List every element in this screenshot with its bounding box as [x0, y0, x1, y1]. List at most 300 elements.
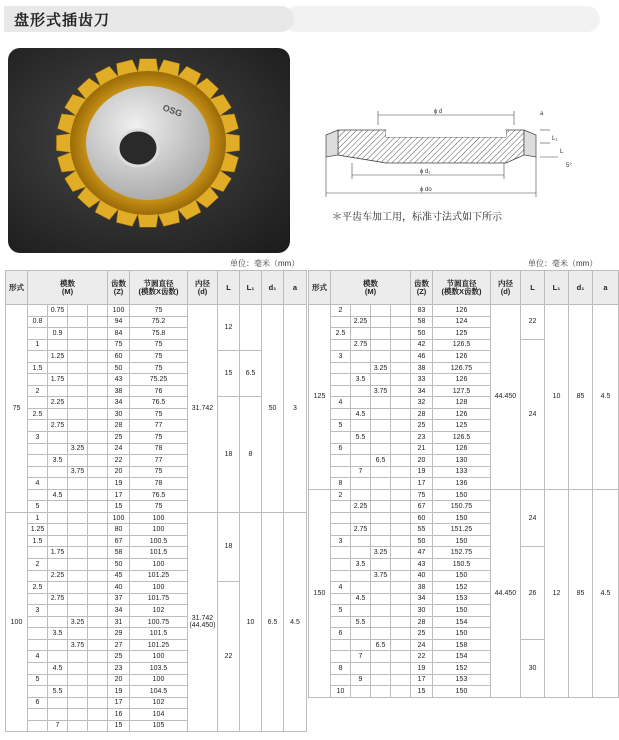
module-cell: [391, 397, 411, 409]
teeth-cell: 75: [108, 339, 130, 351]
module-cell: [371, 559, 391, 571]
module-cell: [371, 305, 391, 317]
module-cell: [371, 686, 391, 698]
module-cell: [88, 535, 108, 547]
form-cell: 100: [6, 512, 28, 731]
module-cell: [48, 478, 68, 490]
pitch-cell: 76.5: [130, 489, 188, 501]
module-cell: [88, 466, 108, 478]
module-cell: [68, 362, 88, 374]
module-cell: [28, 305, 48, 317]
module-cell: [371, 501, 391, 513]
header-L-label: L: [226, 282, 231, 292]
module-cell: [351, 639, 371, 651]
teeth-cell: 19: [411, 662, 433, 674]
module-cell: 3.5: [48, 455, 68, 467]
module-cell: [331, 339, 351, 351]
module-cell: [48, 339, 68, 351]
module-cell: [331, 432, 351, 444]
teeth-cell: 27: [108, 639, 130, 651]
pitch-cell: 150: [433, 535, 491, 547]
module-cell: [391, 339, 411, 351]
pitch-cell: 75.2: [130, 316, 188, 328]
module-cell: 8: [331, 662, 351, 674]
module-cell: [331, 547, 351, 559]
teeth-cell: 60: [108, 351, 130, 363]
bore-cell: [491, 489, 521, 697]
module-cell: [351, 686, 371, 698]
module-cell: [391, 385, 411, 397]
table-row: [6, 351, 307, 363]
header-L1-label: L₁: [246, 282, 255, 292]
teeth-cell: 24: [411, 639, 433, 651]
pitch-cell: 76: [130, 385, 188, 397]
title-bar-track: [284, 6, 600, 32]
pitch-cell: 103.5: [130, 662, 188, 674]
module-cell: [68, 709, 88, 721]
module-cell: [371, 374, 391, 386]
header-a: [284, 271, 307, 305]
pitch-cell: 126.5: [433, 432, 491, 444]
teeth-cell: 67: [108, 535, 130, 547]
teeth-cell: 20: [108, 674, 130, 686]
module-cell: [391, 443, 411, 455]
teeth-cell: 94: [108, 316, 130, 328]
module-cell: [48, 582, 68, 594]
module-cell: [331, 362, 351, 374]
header-d1: [569, 271, 593, 305]
module-cell: [48, 674, 68, 686]
module-cell: 2.5: [28, 408, 48, 420]
module-cell: 3.25: [371, 547, 391, 559]
module-cell: [371, 524, 391, 536]
module-cell: [331, 593, 351, 605]
header-pitch-label: 节圆直径: [446, 279, 477, 288]
a-cell: 4.5: [284, 512, 307, 731]
teeth-cell: 34: [108, 397, 130, 409]
module-cell: [391, 316, 411, 328]
teeth-cell: 19: [411, 466, 433, 478]
module-cell: [68, 501, 88, 513]
teeth-cell: 15: [108, 501, 130, 513]
teeth-cell: 100: [108, 305, 130, 317]
module-cell: [68, 651, 88, 663]
module-cell: [391, 674, 411, 686]
table-header-row: [6, 271, 307, 305]
teeth-cell: 17: [411, 674, 433, 686]
pitch-cell: 154: [433, 651, 491, 663]
module-cell: [68, 420, 88, 432]
module-cell: [68, 489, 88, 501]
module-cell: [371, 351, 391, 363]
module-cell: [391, 593, 411, 605]
module-cell: [48, 466, 68, 478]
pitch-cell: 75: [130, 501, 188, 513]
module-cell: 4: [28, 651, 48, 663]
module-cell: [48, 443, 68, 455]
module-cell: [351, 305, 371, 317]
header-form: [6, 271, 28, 305]
pitch-cell: 104.5: [130, 686, 188, 698]
module-cell: [68, 374, 88, 386]
L-cell: 18: [218, 397, 240, 512]
header-teeth-label: 齿数: [111, 279, 126, 288]
module-cell: [391, 582, 411, 594]
teeth-cell: 38: [411, 362, 433, 374]
module-cell: [48, 535, 68, 547]
d1-cell: 50: [262, 305, 284, 513]
module-cell: [351, 489, 371, 501]
module-cell: [331, 524, 351, 536]
pitch-cell: 100: [130, 512, 188, 524]
module-cell: 2: [331, 305, 351, 317]
unit-label-left: 单位：毫米（mm）: [230, 259, 300, 268]
teeth-cell: 100: [108, 512, 130, 524]
pitch-cell: 151.25: [433, 524, 491, 536]
teeth-cell: 17: [411, 478, 433, 490]
L1-cell: [240, 305, 262, 351]
module-cell: [391, 432, 411, 444]
pitch-cell: 152.75: [433, 547, 491, 559]
header-L: [521, 271, 545, 305]
product-photo: [8, 48, 290, 253]
module-cell: [28, 420, 48, 432]
a-cell: 4.5: [593, 305, 619, 490]
teeth-cell: 42: [411, 339, 433, 351]
module-cell: [28, 628, 48, 640]
teeth-cell: 19: [108, 686, 130, 698]
module-cell: 6: [28, 697, 48, 709]
gear-cutter-image: [8, 48, 290, 253]
L-cell: 22: [521, 305, 545, 340]
module-cell: [391, 662, 411, 674]
pitch-cell: 126: [433, 351, 491, 363]
teeth-cell: 43: [108, 374, 130, 386]
module-cell: [48, 408, 68, 420]
teeth-cell: 25: [108, 432, 130, 444]
module-cell: [371, 605, 391, 617]
pitch-cell: 130: [433, 455, 491, 467]
module-cell: [331, 316, 351, 328]
dim-d: ϕ d: [434, 109, 443, 115]
pitch-cell: 150: [433, 489, 491, 501]
module-cell: [351, 420, 371, 432]
module-cell: 3.25: [68, 443, 88, 455]
module-cell: [88, 686, 108, 698]
module-cell: 0.9: [48, 328, 68, 340]
pitch-cell: 126: [433, 374, 491, 386]
pitch-cell: 100: [130, 651, 188, 663]
module-cell: [88, 455, 108, 467]
module-cell: [351, 512, 371, 524]
form-cell: 125: [309, 305, 331, 490]
module-cell: [371, 616, 391, 628]
header-L1: [545, 271, 569, 305]
module-cell: [391, 524, 411, 536]
module-cell: [88, 593, 108, 605]
teeth-cell: 50: [108, 362, 130, 374]
module-cell: 2.25: [48, 397, 68, 409]
module-cell: [48, 605, 68, 617]
header-pitch-label: 节圆直径: [143, 279, 174, 288]
dim-angle: 5°: [566, 163, 572, 169]
teeth-cell: 34: [411, 593, 433, 605]
header-a-label: a: [603, 282, 608, 292]
module-cell: [391, 328, 411, 340]
pitch-cell: 75: [130, 362, 188, 374]
module-cell: [88, 628, 108, 640]
header-module: [28, 271, 108, 305]
module-cell: 6.5: [371, 639, 391, 651]
pitch-cell: 100: [130, 559, 188, 571]
module-cell: 5: [28, 674, 48, 686]
bore-value: 44.450: [494, 589, 517, 597]
teeth-cell: 47: [411, 547, 433, 559]
module-cell: 3: [331, 535, 351, 547]
module-cell: [88, 374, 108, 386]
module-cell: 6.5: [371, 455, 391, 467]
module-cell: [68, 455, 88, 467]
dim-d1: ϕ d₁: [420, 169, 431, 175]
table-row: [309, 305, 619, 317]
pitch-cell: 133: [433, 466, 491, 478]
header-module-label: 模数: [60, 279, 75, 288]
L-cell: 22: [218, 582, 240, 732]
teeth-cell: 45: [108, 570, 130, 582]
teeth-cell: 75: [411, 489, 433, 501]
module-cell: [88, 559, 108, 571]
module-cell: [28, 489, 48, 501]
pitch-cell: 100.75: [130, 616, 188, 628]
module-cell: [28, 639, 48, 651]
teeth-cell: 58: [108, 547, 130, 559]
module-cell: [351, 662, 371, 674]
module-cell: [88, 478, 108, 490]
module-cell: [68, 339, 88, 351]
header-bore-label: 内径: [195, 279, 210, 288]
module-cell: 9: [351, 674, 371, 686]
module-cell: [68, 593, 88, 605]
module-cell: 5: [28, 501, 48, 513]
teeth-cell: 24: [108, 443, 130, 455]
header-pitch: [433, 271, 491, 305]
teeth-cell: 32: [411, 397, 433, 409]
module-cell: 3.75: [371, 570, 391, 582]
module-cell: 2.75: [48, 420, 68, 432]
module-cell: [28, 547, 48, 559]
module-cell: [391, 501, 411, 513]
module-cell: 0.8: [28, 316, 48, 328]
module-cell: [88, 651, 108, 663]
header-L1-label: L₁: [552, 282, 561, 292]
module-cell: [351, 455, 371, 467]
module-cell: [68, 628, 88, 640]
module-cell: 3.75: [68, 466, 88, 478]
module-cell: 5.5: [351, 432, 371, 444]
module-cell: 4.5: [48, 489, 68, 501]
module-cell: [371, 316, 391, 328]
pitch-cell: 153: [433, 593, 491, 605]
header-teeth-sublabel: (Z): [416, 286, 427, 296]
teeth-cell: 22: [108, 455, 130, 467]
module-cell: [68, 351, 88, 363]
teeth-cell: 83: [411, 305, 433, 317]
module-cell: [68, 547, 88, 559]
module-cell: [88, 408, 108, 420]
module-cell: [68, 570, 88, 582]
L1-cell: 10: [545, 305, 569, 490]
teeth-cell: 30: [411, 605, 433, 617]
module-cell: [331, 674, 351, 686]
teeth-cell: 20: [108, 466, 130, 478]
module-cell: [48, 512, 68, 524]
module-cell: [68, 559, 88, 571]
module-cell: [88, 397, 108, 409]
teeth-cell: 55: [411, 524, 433, 536]
module-cell: [351, 570, 371, 582]
module-cell: [28, 397, 48, 409]
module-cell: [28, 709, 48, 721]
L-cell: 30: [521, 639, 545, 697]
pitch-cell: 136: [433, 478, 491, 490]
form-cell: 150: [309, 489, 331, 697]
module-cell: [351, 385, 371, 397]
module-cell: [391, 639, 411, 651]
module-cell: [351, 397, 371, 409]
module-cell: [48, 524, 68, 536]
module-cell: [331, 501, 351, 513]
pitch-cell: 102: [130, 697, 188, 709]
module-cell: [371, 662, 391, 674]
teeth-cell: 21: [411, 443, 433, 455]
module-cell: [391, 455, 411, 467]
module-cell: 4.5: [48, 662, 68, 674]
table-row: [309, 489, 619, 501]
module-cell: [48, 616, 68, 628]
module-cell: [88, 501, 108, 513]
header-a: [593, 271, 619, 305]
bore-cell: [188, 512, 218, 731]
header-pitch-sublabel: (模数X齿数): [441, 286, 482, 296]
dim-L1: L₁: [552, 136, 558, 142]
header-bore: [188, 271, 218, 305]
module-cell: 1.25: [48, 351, 68, 363]
teeth-cell: 30: [108, 408, 130, 420]
pitch-cell: 78: [130, 443, 188, 455]
module-cell: [331, 385, 351, 397]
teeth-cell: 38: [108, 385, 130, 397]
teeth-cell: 34: [108, 605, 130, 617]
pitch-cell: 126.5: [433, 339, 491, 351]
module-cell: 2.75: [351, 339, 371, 351]
module-cell: 2: [28, 559, 48, 571]
header-bore: [491, 271, 521, 305]
module-cell: [88, 489, 108, 501]
module-cell: [88, 582, 108, 594]
L1-cell: 6.5: [240, 351, 262, 397]
header-module-label: 模数: [363, 279, 378, 288]
module-cell: [391, 374, 411, 386]
module-cell: [48, 316, 68, 328]
module-cell: 3.25: [371, 362, 391, 374]
module-cell: [371, 489, 391, 501]
module-cell: [391, 547, 411, 559]
module-cell: 4: [28, 478, 48, 490]
teeth-cell: 40: [108, 582, 130, 594]
module-cell: [391, 628, 411, 640]
pitch-cell: 75.25: [130, 374, 188, 386]
module-cell: 3.5: [351, 559, 371, 571]
module-cell: [28, 570, 48, 582]
pitch-cell: 75: [130, 408, 188, 420]
module-cell: 3.5: [351, 374, 371, 386]
module-cell: [351, 547, 371, 559]
module-cell: 1.5: [28, 362, 48, 374]
module-cell: [28, 374, 48, 386]
pitch-cell: 77: [130, 420, 188, 432]
module-cell: [68, 385, 88, 397]
teeth-cell: 16: [108, 709, 130, 721]
module-cell: [371, 674, 391, 686]
module-cell: [28, 686, 48, 698]
module-cell: 6: [331, 443, 351, 455]
teeth-cell: 46: [411, 351, 433, 363]
module-cell: [88, 720, 108, 732]
pitch-cell: 150: [433, 570, 491, 582]
module-cell: [331, 570, 351, 582]
table-header-row: [309, 271, 619, 305]
module-cell: 5.5: [351, 616, 371, 628]
a-cell: 3: [284, 305, 307, 513]
module-cell: [68, 582, 88, 594]
header-d1-label: d₁: [576, 282, 585, 292]
teeth-cell: 15: [108, 720, 130, 732]
module-cell: [88, 524, 108, 536]
pitch-cell: 102: [130, 605, 188, 617]
module-cell: [88, 385, 108, 397]
module-cell: [391, 305, 411, 317]
teeth-cell: 50: [108, 559, 130, 571]
note-text: ＊平齿车加工用，标准寸法式如下所示: [332, 212, 502, 223]
header-bore-sublabel: (d): [197, 286, 208, 296]
header-form: [309, 271, 331, 305]
module-cell: [331, 374, 351, 386]
module-cell: [68, 512, 88, 524]
module-cell: [351, 628, 371, 640]
dim-L: L: [560, 149, 564, 155]
module-cell: 1.25: [28, 524, 48, 536]
bore-cell: [188, 305, 218, 513]
module-cell: [68, 432, 88, 444]
pitch-cell: 125: [433, 420, 491, 432]
module-cell: 1: [28, 512, 48, 524]
module-cell: [88, 547, 108, 559]
header-L: [218, 271, 240, 305]
teeth-cell: 37: [108, 593, 130, 605]
header-teeth: [108, 271, 130, 305]
module-cell: [371, 339, 391, 351]
L-cell: 26: [521, 547, 545, 639]
page-title: 盘形式插齿刀: [14, 12, 111, 29]
module-cell: 1.75: [48, 547, 68, 559]
pitch-cell: 150.5: [433, 559, 491, 571]
module-cell: [331, 408, 351, 420]
module-cell: [88, 570, 108, 582]
module-cell: [88, 432, 108, 444]
module-cell: [68, 328, 88, 340]
teeth-cell: 67: [411, 501, 433, 513]
module-cell: [351, 443, 371, 455]
